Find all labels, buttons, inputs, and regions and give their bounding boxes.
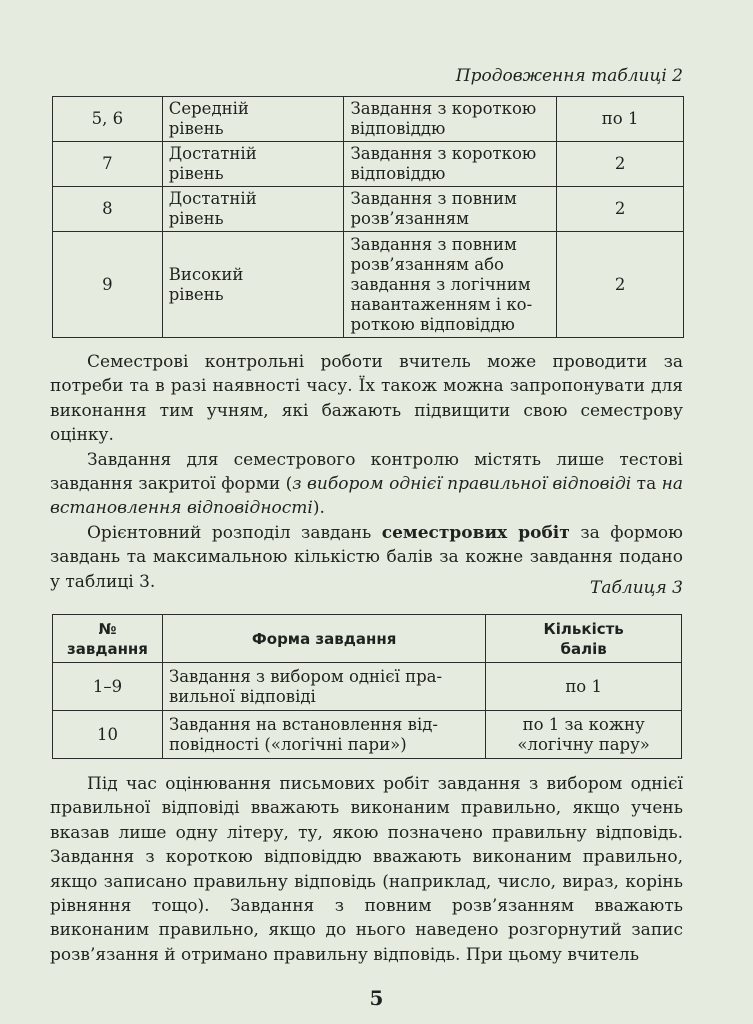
table-row: [53, 711, 682, 759]
task-number: 5, 6: [53, 97, 163, 142]
level-cell: Середній рівень: [162, 97, 344, 142]
form-cell: Завдання з вибором однієї пра- вильної відповіді: [162, 663, 485, 711]
table2-caption: Продовження таблиці 2: [455, 66, 683, 86]
task-number: 8: [53, 187, 163, 232]
level-cell: Достатній рівень: [162, 142, 344, 187]
points-cell: по 1 за кожну «логічну пару»: [486, 711, 682, 759]
table3: [52, 614, 682, 759]
table-row: [53, 232, 684, 338]
paragraph: Під час оцінювання письмових робіт завдання з вибором однієї правильної відповіді вважають виконаним правильно, якщо учень вказав лише одну літеру, ту, якою позначено правильну відповідь. Завдання з короткою відповіддю вважають виконаним правильно, якщо записано правильну відповідь (наприклад, число, вираз, корінь рівняння тощо). Завдання з повним розв’язанням вважають виконаним правильно, якщо до нього наведено розгорнутий запис розв’язання й отримано правильну відповідь. При цьому вчитель: [50, 774, 683, 965]
paragraph: Орієнтовний розподіл завдань семестрових робіт за формою завдань та максимальною кількістю балів за кожне завдання подано у таблиці 3.: [50, 522, 683, 592]
task-number: 7: [53, 142, 163, 187]
form-cell: Завдання на встановлення від- повідності («логічні пари»): [162, 711, 485, 759]
paragraph: Завдання для семестрового контролю містять лише тестові завдання закритої форми (з вибором однієї правильної відповіді та на встановлення відповідності).: [50, 449, 684, 519]
task-number: 1–9: [53, 663, 163, 711]
table2: [52, 96, 684, 338]
table-row: [53, 187, 684, 232]
level-cell: Високий рівень: [162, 232, 344, 338]
points-cell: по 1: [486, 663, 682, 711]
form-cell: Завдання з короткою відповіддю: [344, 97, 557, 142]
task-number: 9: [53, 232, 163, 338]
table-row: [53, 663, 682, 711]
header-points: Кількість балів: [486, 615, 682, 663]
level-cell: Достатній рівень: [162, 187, 344, 232]
header-form: Форма завдання: [162, 615, 485, 663]
task-number: 10: [53, 711, 163, 759]
body-text-upper: [50, 350, 683, 594]
table-header-row: [53, 615, 682, 663]
table-row: [53, 142, 684, 187]
points-cell: по 1: [557, 97, 684, 142]
points-cell: 2: [557, 232, 684, 338]
page-number: 5: [369, 986, 384, 1010]
header-number: № завдання: [53, 615, 163, 663]
form-cell: Завдання з короткою відповіддю: [344, 142, 557, 187]
points-cell: 2: [557, 142, 684, 187]
table3-caption: Таблиця 3: [590, 578, 683, 598]
table-row: [53, 97, 684, 142]
body-text-lower: [50, 772, 683, 967]
form-cell: Завдання з повним розв’язанням або завдання з логічним навантаженням і ко- роткою відповіддю: [344, 232, 557, 338]
points-cell: 2: [557, 187, 684, 232]
paragraph: Семестрові контрольні роботи вчитель може проводити за потреби та в разі наявності часу. Їх також можна запропонувати для виконання тим учням, які бажають підвищити свою семестрову оцінку.: [50, 352, 683, 446]
form-cell: Завдання з повним розв’язанням: [344, 187, 557, 232]
